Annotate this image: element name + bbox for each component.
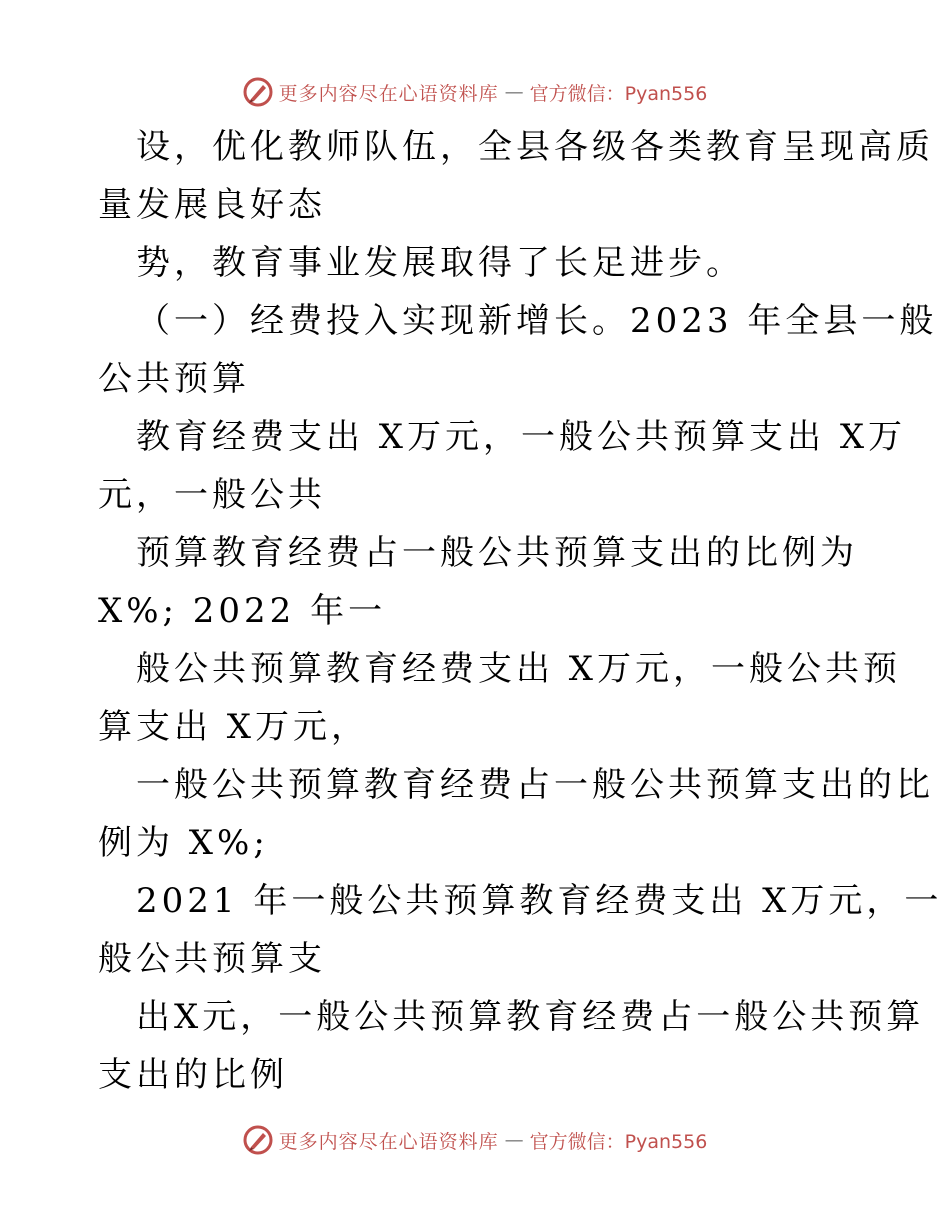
document-body <box>98 118 943 1104</box>
text-line: 算支出 X万元， <box>98 707 370 747</box>
text-line: 支出的比例 <box>98 1055 288 1095</box>
watermark-separator: — <box>504 81 524 103</box>
text-line: 公共预算 <box>98 359 250 399</box>
watermark-footer <box>0 1120 950 1160</box>
text-line: X%; 2022 年一 <box>98 591 387 631</box>
text-line: 教育经费支出 X万元，一般公共预算支出 X万 <box>136 417 907 457</box>
text-line: 般公共预算支 <box>98 939 326 979</box>
text-line: 量发展良好态 <box>98 185 326 225</box>
text-line: （一）经费投入实现新增长。2023 年全县一般 <box>136 301 938 341</box>
text-line: 元，一般公共 <box>98 475 326 515</box>
watermark-wechat: 官方微信：Pyan556 <box>529 82 708 105</box>
watermark-text: 更多内容尽在心语资料库 <box>278 82 499 105</box>
watermark-separator: — <box>504 1129 524 1151</box>
text-line: 预算教育经费占一般公共预算支出的比例为 <box>136 533 858 573</box>
watermark-text: 更多内容尽在心语资料库 <box>278 1130 499 1153</box>
text-line: 势，教育事业发展取得了长足进步。 <box>136 243 744 283</box>
text-line: 一般公共预算教育经费占一般公共预算支出的比 <box>136 765 934 805</box>
watermark-header <box>0 72 950 112</box>
text-line: 出X元，一般公共预算教育经费占一般公共预算 <box>136 997 925 1037</box>
quill-logo-icon <box>243 1125 273 1155</box>
text-line: 例为 X%; <box>98 823 269 863</box>
quill-logo-icon <box>243 77 273 107</box>
watermark-wechat: 官方微信：Pyan556 <box>529 1130 708 1153</box>
text-line: 2021 年一般公共预算教育经费支出 X万元，一 <box>136 881 943 921</box>
text-line: 般公共预算教育经费支出 X万元，一般公共预 <box>136 649 902 689</box>
text-line: 设，优化教师队伍，全县各级各类教育呈现高质 <box>136 127 934 167</box>
